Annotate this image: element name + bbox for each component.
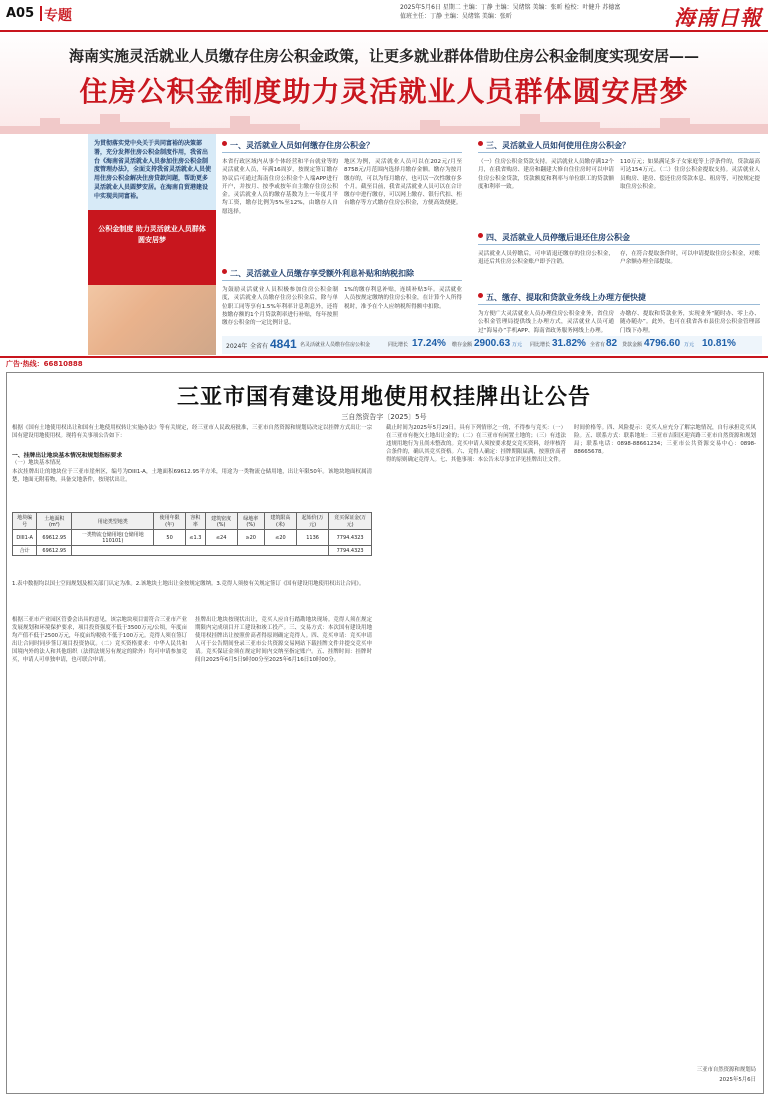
section-2-rule: [222, 280, 462, 281]
section-2-body-b: 1%的缴存利息补贴，连续补贴3年。灵活就业人员按规定缴纳的住房公积金，在计算个人所得税时，准予在个人应纳税所得额中扣除。: [344, 287, 462, 310]
table-header: 使用年限(年): [154, 513, 186, 530]
stat-growth-2-value: 31.82%: [552, 338, 586, 349]
notice-part1-title: 一、挂牌出让地块基本情况和规划指标要求: [12, 453, 123, 459]
section-1-body-b: 地区为例，灵活就业人员可以在202元/月至8758元/月范围内选择月缴存金额。缴存为按月缴存的，可以为每月缴存，也可以一次性缴存多个月。截至目前，我省灵活就业人员可以在合计缴存中进行缴存，可以网上缴存、银行代扣、柜台缴存等方式缴存住房公积金，方便高效便捷。: [344, 159, 462, 207]
table-cell: ≤1.3: [186, 530, 206, 546]
stat-accounts-desc: 名灵活就业人员缴存住房公积金: [300, 342, 371, 348]
page-number: A05: [6, 6, 35, 21]
section-3-body-b: 110万元；如果满足多子女家庭等上浮条件的，贷款最高可达154万元。（二）住房公积金提取支持。灵活就业人员购房、建房、偿还住房贷款本息、租房等，可按规定提取住房公积金。: [620, 159, 760, 190]
notice-date: 2025年5月6日: [719, 1077, 756, 1083]
banner-title: 住房公积金制度助力灵活就业人员群体圆安居梦: [79, 75, 689, 108]
table-header: 建筑限高(米): [264, 513, 296, 530]
table-header: 用途类型地类: [72, 513, 154, 530]
section-2-body-a: 为鼓励灵活就业人员积极参加住房公积金制度，灵活就业人员缴存住房公积金后，除与单位职工同等享有1.5%年利率计息利息外，还将按缴存额的1个月贷款利率进行补贴，每年按照缴存公积金的一定比例计息。: [222, 287, 338, 327]
table-total-area: 69612.95: [37, 546, 72, 556]
table-header: 起始价(万元): [296, 513, 328, 530]
stat-accounts-label: 全省有: [250, 343, 269, 350]
table-header-row: [13, 513, 372, 530]
newspaper-logo: 海南日報: [674, 5, 762, 30]
section-1-body-a: 本省行政区域内从事个体经营和平台就业等的灵活就业人员，年满16周岁，按规定签订缴存协议后可通过海南住房公积金个人端APP进行开户，并按月、按季或按年自主缴存住房公积金。灵活就业人员的缴存基数为上一年度月平均工资，缴存比例为5%至12%，由缴存人自愿选择。: [222, 159, 338, 215]
land-table: [12, 512, 372, 556]
table-header: 绿地率(%): [237, 513, 264, 530]
section-1-title: 一、灵活就业人员如何缴存住房公积金？: [222, 140, 374, 151]
skyline-illustration: [0, 104, 768, 134]
table-cell: ≤24: [205, 530, 237, 546]
stat-growth-2-label: 同比增长: [530, 342, 551, 348]
stat-deposit-value: 2900.63: [474, 338, 511, 349]
notice-column-2: 挂牌出让地块按现状出让，竞买人应自行踏勘地块现场。竞得人须在规定期限内完成项目开工建设和竣工投产。三、交易方式：本次国有建设用地使用权挂牌出让按照价高者得原则确定竞得人。四、竞买申请：竞买申请人可于公告期间登录三亚市公共资源交易网站下载挂牌文件并提交竞买申请。竞买保证金须在规定时间内交纳至指定账户。五、挂牌时间：挂牌时间自2025年6月5日9时00分至2025年6月16日10时00分。: [195, 617, 372, 663]
section-5-body-a: 为方便广大灵活就业人员办理住房公积金业务，省住房公积金管理局提供线上办理方式，灵活就业人员可通过“海易办”手机APP、海南省政务服务网线上办理。: [478, 311, 614, 334]
section-3-body-a: （一）住房公积金贷款支持。灵活就业人员缴存满12个月，在我省购房、建房和翻建大修自住住房时可以申请住房公积金贷款，贷款额度和利率与单位职工的贷款额度和利率一致。: [478, 159, 614, 190]
table-total-price: 7794.4323: [329, 546, 372, 556]
stat-loans-label: 全省有: [590, 342, 606, 348]
illustration-caption: 公积金制度 助力灵活就业人员群体圆安居梦: [98, 225, 206, 244]
stat-loan-amount-unit: 万元: [684, 342, 695, 348]
notice-part1-text: 本次挂牌出让的地块位于三亚市崖州区，编号为DIII1-A，土地面积69612.95平方米，用途为一类物流仓储用地，出让年限50年。该地块地面权属清楚，地面无附着物，具备交地条件，按现状出让。: [12, 469, 372, 483]
notice-intro: 根据《国有土地使用权出让和国有土地使用权转让实施办法》等有关规定，经三亚市人民政府批准，三亚市自然资源和规划局决定以挂牌方式出让一宗国有建设用地使用权。现将有关事项公告如下：: [12, 425, 372, 439]
section-3-rule: [478, 152, 760, 153]
intro-text: 为贯彻落实党中央关于共同富裕的决策部署，充分发挥住房公积金制度作用，我省出台《海南省灵活就业人员参加住房公积金制度管理办法》，全面支持我省灵活就业人员使用住房公积金解决住房贷款问题，帮助更多灵活就业人员圆梦安居。在海南自贸港建设中实现共同富裕。: [94, 140, 212, 200]
stat-loan-amount-value: 4796.60: [644, 338, 681, 349]
section-5-body-b: 办缴存、提取和贷款业务，实现业务“随时办、零上办、随办随办”。此外，也可在我省各市县住房公积金管理部门线下办理。: [620, 311, 760, 334]
section-4-body-b: 存，在符合提取条件时，可以申请提取住房公积金，对账户余额办理全部提取。: [620, 251, 760, 266]
table-header: 土地面积(m²): [37, 513, 72, 530]
notice-column-1: 根据三亚市产业园区管委会出具的意见，该宗地块项目需符合三亚市产业发展规划和环境保护要求，项目投资强度不低于3500万元/公顷，年度亩均产值不低于2500万元，年度亩均税收不低于100万元。竞得人须在签订出让合同时同步签订项目投资协议。（二）竞买资格要求：中华人民共和国境内外的法人和其他组织（法律法规另有规定的除外）均可申请参加竞买，申请人可单独申请，也可联合申请。: [12, 617, 187, 663]
table-total-label: 合计: [13, 546, 37, 556]
table-cell: DIII1-A: [13, 530, 37, 546]
section-tag: 专题: [44, 5, 72, 25]
section-4-body-a: 灵活就业人员停缴后，可申请退还缴存的住房公积金，退还后其住房公积金账户即予注销。: [478, 251, 614, 266]
table-cell: 一类物流仓储用地(仓储用地110101): [72, 530, 154, 546]
stat-accounts-value: 4841: [270, 337, 297, 351]
section-4-title: 四、灵活就业人员停缴后退还住房公积金: [478, 232, 630, 243]
notice-part1-sub: （一）地块基本情况: [12, 460, 61, 466]
ad-divider: [0, 356, 768, 358]
section-5-title: 五、缴存、提取和贷款业务线上办理方便快捷: [478, 292, 646, 303]
stat-loan-amount-label: 贷款金额: [622, 342, 643, 348]
edition-line-1: 2025年5月6日 星期二 主编：丁静 主编：吴绪铭 美编：张昕 检校：叶健升 苏德富: [400, 4, 621, 11]
table-header: 容积率: [186, 513, 206, 530]
edition-line-2: 值班主任：丁静 主编：吴绪铭 美编：张昕: [400, 13, 512, 20]
stat-year-1: 2024年: [226, 343, 248, 350]
table-cell: 69612.95: [37, 530, 72, 546]
table-cell: 1136: [296, 530, 328, 546]
section-3-title: 三、灵活就业人员如何使用住房公积金？: [478, 140, 630, 151]
stat-deposit-unit: 万元: [512, 342, 523, 348]
table-cell: 50: [154, 530, 186, 546]
illustration-panel: [88, 210, 216, 290]
notice-table-notes: 1.表中数据均以国土空间规划及相关部门认定为准。2.该地块土地出让金按规定缴纳。3.竞得人须按有关规定签订《国有建设用地使用权出让合同》。: [12, 581, 365, 587]
stat-growth-1-label: 同比增长: [388, 342, 409, 348]
table-header: 建筑密度(%): [205, 513, 237, 530]
table-header: 地块编号: [13, 513, 37, 530]
ad-hotline: 广告·热线：66810888: [6, 360, 83, 368]
stat-deposit-label: 缴存金额: [452, 342, 473, 348]
notice-column-3: 截止时间为2025年5月29日。具有下列情形之一的，不得参与竞买：（一）在三亚市有拖欠土地出让金的；（二）在三亚市有闲置土地的；（三）有违法违规用地行为且尚未整改的。竞买申请人须按要求提交竞买资料，经审核符合条件的，确认其竞买资格。六、竞得人确定：挂牌期限届满，按照价高者得的原则确定竞得人。七、其他事项：本公告未尽事宜详见挂牌出让文件。: [386, 425, 566, 463]
stat-loans-value: 82: [606, 338, 618, 349]
table-empty: [72, 546, 329, 556]
notice-title: 三亚市国有建设用地使用权挂牌出让公告: [176, 384, 591, 410]
table-cell: ≤20: [264, 530, 296, 546]
notice-column-4: 时间价格等。四、风险提示：竞买人应充分了解宗地情况，自行承担竞买风险。五、联系方式：联系地址：三亚市吉阳区迎宾路三亚市自然资源和规划局；联系电话：0898-88661234；三亚市公共资源交易中心：0898-88665678。: [574, 425, 756, 455]
table-cell: 7794.4323: [329, 530, 372, 546]
stat-growth-3-value: 10.81%: [702, 338, 736, 349]
table-row: [13, 530, 372, 546]
edition-info: [400, 3, 670, 21]
banner-subtitle: 海南实施灵活就业人员缴存住房公积金政策，让更多就业群体借助住房公积金制度实现安居——: [68, 47, 699, 65]
table-total-row: [13, 546, 372, 556]
stat-growth-1-value: 17.24%: [412, 338, 446, 349]
section-1-rule: [222, 152, 462, 153]
notice-signature: 三亚市自然资源和规划局: [696, 1067, 756, 1073]
people-photo: [88, 285, 216, 355]
table-cell: ≥20: [237, 530, 264, 546]
section-2-title: 二、灵活就业人员缴存享受额外利息补贴和纳税扣除: [222, 268, 414, 279]
notice-number: 三自然资告字〔2025〕5号: [341, 413, 427, 421]
table-header: 竞买保证金(万元): [329, 513, 372, 530]
section-4-rule: [478, 244, 760, 245]
section-5-rule: [478, 304, 760, 305]
